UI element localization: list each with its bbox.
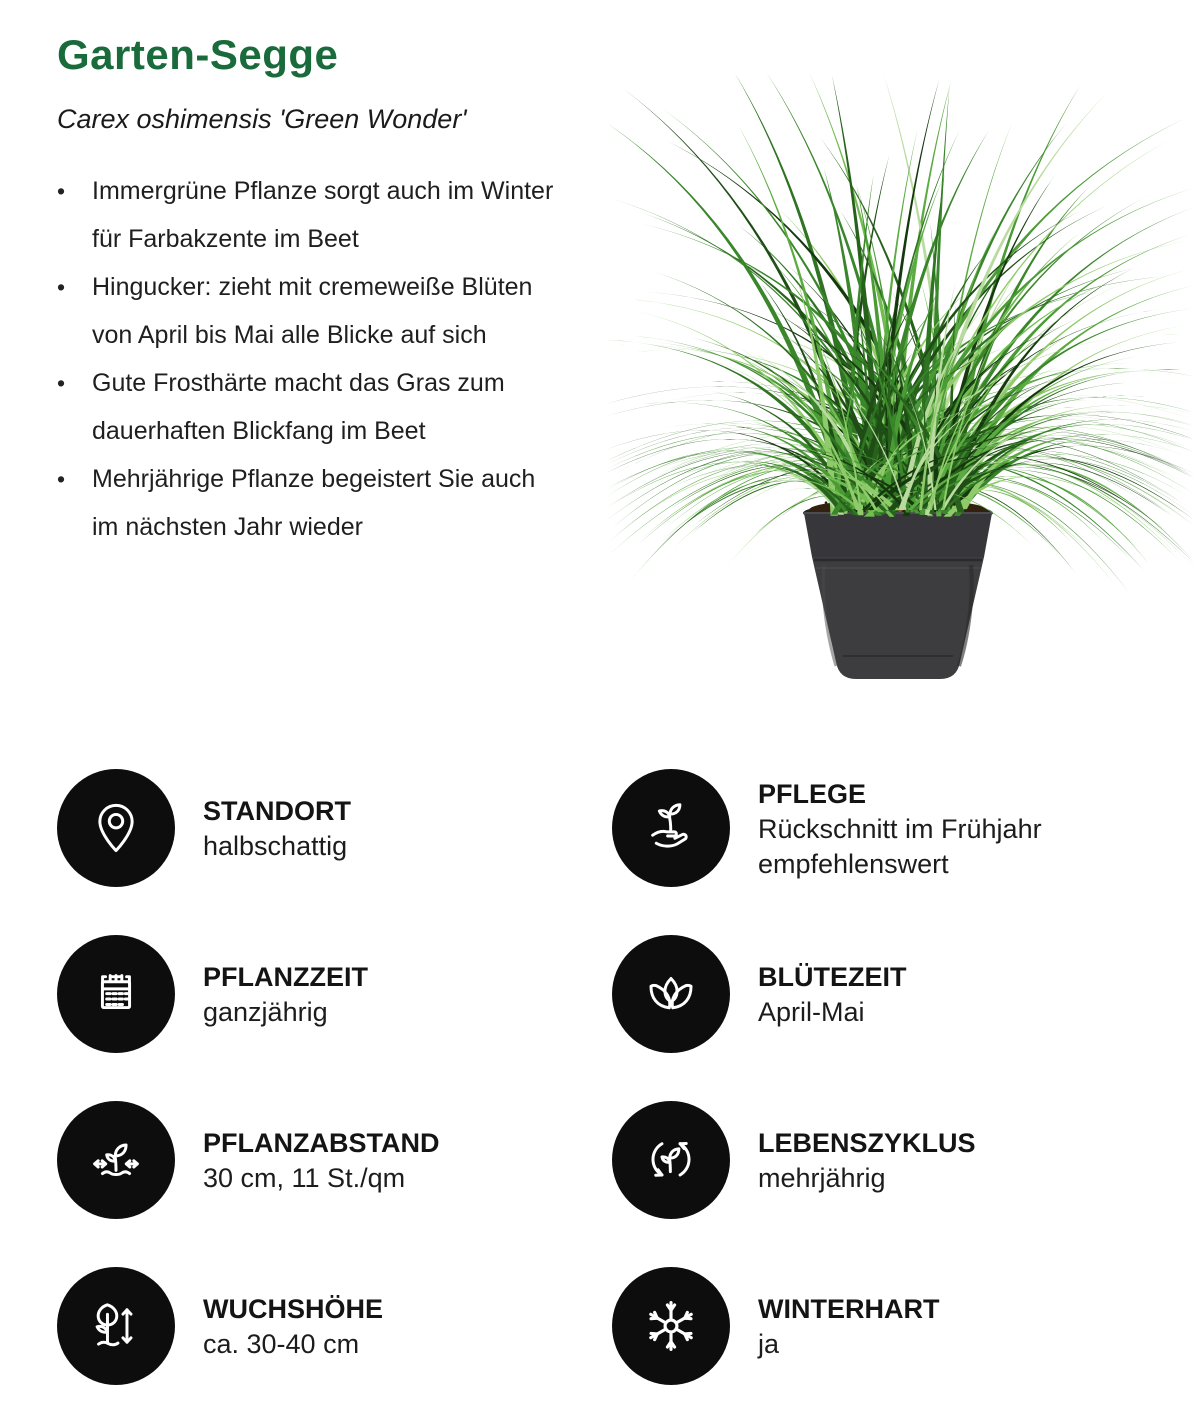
attribute-value: ganzjährig (203, 997, 328, 1027)
plant-pot (803, 499, 993, 679)
feature-list (55, 167, 560, 551)
calendar-icon (57, 935, 175, 1053)
snowflake-icon (612, 1267, 730, 1385)
plant-spacing-icon (57, 1101, 175, 1219)
attribute-value: 30 cm, 11 St./qm (203, 1163, 406, 1193)
page-title: Garten-Segge (57, 31, 339, 78)
attribute-pflanzabstand (57, 1077, 612, 1243)
attributes-grid (57, 745, 1157, 1409)
attribute-value: April-Mai (758, 997, 865, 1027)
attribute-label: WUCHSHÖHE (203, 1294, 383, 1324)
attribute-pflege (612, 745, 1157, 911)
feature-item: • Hingucker: zieht mit cremeweiße Blüten von April bis Mai alle Blicke auf sich (55, 263, 560, 359)
location-pin-icon (57, 769, 175, 887)
attribute-label: STANDORT (203, 796, 351, 826)
hand-plant-icon (612, 769, 730, 887)
life-cycle-icon (612, 1101, 730, 1219)
attribute-value: ja (758, 1329, 780, 1359)
feature-item: • Mehrjährige Pflanze begeistert Sie auch im nächsten Jahr wieder (55, 455, 560, 551)
lotus-flower-icon (612, 935, 730, 1053)
attribute-pflanzzeit (57, 911, 612, 1077)
attribute-value: mehrjährig (758, 1163, 886, 1193)
attribute-bluetezeit (612, 911, 1157, 1077)
attribute-label: BLÜTEZEIT (758, 962, 907, 992)
attribute-lebenszyklus (612, 1077, 1157, 1243)
attribute-standort (57, 745, 612, 911)
potted-grass-illustration (600, 60, 1200, 700)
attribute-value: halbschattig (203, 831, 348, 861)
attribute-label: PFLANZABSTAND (203, 1128, 440, 1158)
attribute-label: LEBENSZYKLUS (758, 1128, 976, 1158)
attribute-value: Rückschnitt im Frühjahr empfehlenswert (758, 813, 1042, 879)
feature-item: • Gute Frosthärte macht das Gras zum dauerhaften Blickfang im Beet (55, 359, 560, 455)
growth-height-icon (57, 1267, 175, 1385)
attribute-value: ca. 30-40 cm (203, 1329, 360, 1359)
attribute-winterhart (612, 1243, 1157, 1409)
attribute-label: PFLEGE (758, 778, 867, 809)
botanical-name: Carex oshimensis 'Green Wonder' (57, 104, 467, 134)
attribute-label: PFLANZZEIT (203, 962, 368, 992)
product-photo (600, 60, 1200, 700)
feature-item: • Immergrüne Pflanze sorgt auch im Winter für Farbakzente im Beet (55, 167, 560, 263)
attribute-label: WINTERHART (758, 1294, 940, 1324)
attribute-wuchshoehe (57, 1243, 612, 1409)
